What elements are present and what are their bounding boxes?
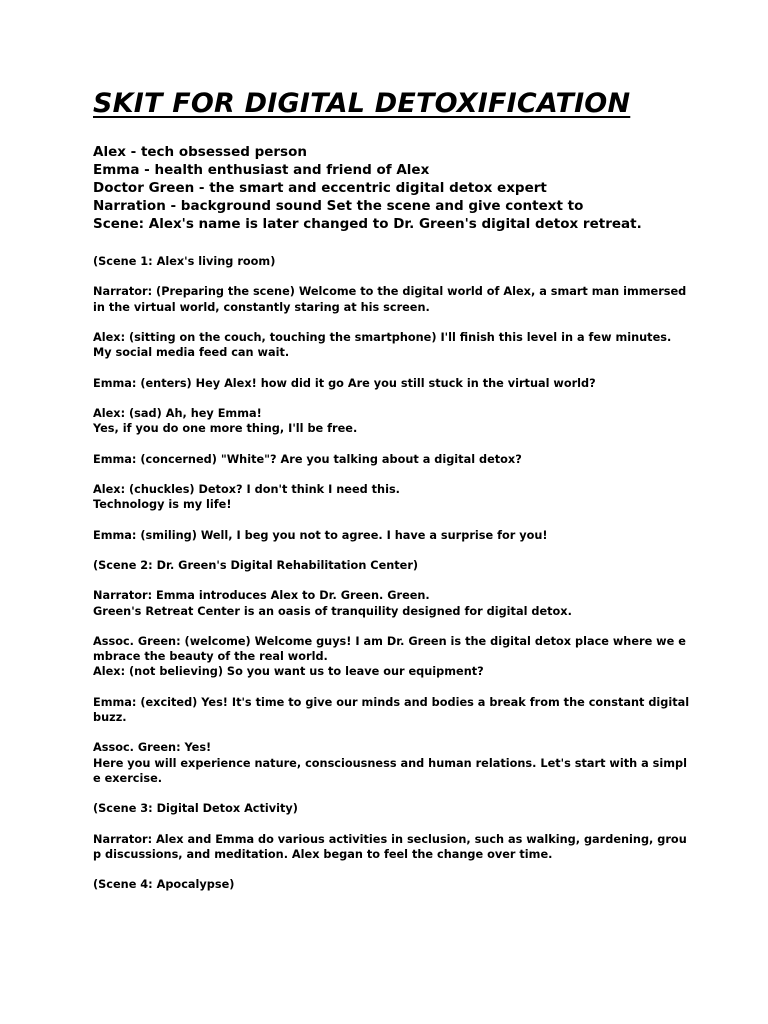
- script-line: Green's Retreat Center is an oasis of tranquility designed for digital detox.: [93, 604, 572, 618]
- script-line: Narrator: Emma introduces Alex to Dr. Green. Green.: [93, 589, 430, 603]
- script-body: [93, 254, 690, 907]
- script-paragraph: [93, 528, 678, 543]
- document-title: SKIT FOR DIGITAL DETOXIFICATION: [93, 88, 631, 119]
- script-paragraph: [93, 740, 687, 786]
- script-paragraph: [93, 254, 678, 269]
- script-paragraph: [93, 406, 678, 436]
- script-line: (Scene 3: Digital Detox Activity): [93, 802, 298, 816]
- script-line: Emma: (excited) Yes! It's time to give our minds and bodies a break from the constant digital: [93, 695, 690, 709]
- script-paragraph: [93, 877, 678, 892]
- script-paragraph: [93, 482, 678, 512]
- script-line: e exercise.: [93, 771, 163, 785]
- script-line: Alex: (sad) Ah, hey Emma!: [93, 406, 262, 420]
- script-line: (Scene 1: Alex's living room): [93, 255, 276, 268]
- cast-list: [93, 143, 713, 233]
- script-paragraph: [93, 801, 678, 816]
- script-paragraph: [93, 588, 678, 618]
- script-line: Emma: (concerned) "White"? Are you talking about a digital detox?: [93, 452, 522, 466]
- cast-line: Emma - health enthusiast and friend of Alex: [93, 162, 430, 178]
- cast-line: Doctor Green - the smart and eccentric digital detox expert: [93, 180, 547, 196]
- script-line: Emma: (smiling) Well, I beg you not to agree. I have a surprise for you!: [93, 528, 548, 542]
- script-line: (Scene 4: Apocalypse): [93, 878, 235, 892]
- script-line: Technology is my life!: [93, 498, 232, 512]
- script-paragraph: [93, 695, 690, 725]
- script-paragraph: [93, 376, 678, 391]
- cast-line: Scene: Alex's name is later changed to Dr. Green's digital detox retreat.: [93, 216, 642, 232]
- script-line: Emma: (enters) Hey Alex! how did it go Are you still stuck in the virtual world?: [93, 376, 596, 390]
- script-paragraph: [93, 634, 686, 680]
- script-paragraph: [93, 284, 687, 314]
- script-line: Assoc. Green: Yes!: [93, 741, 212, 755]
- script-line: My social media feed can wait.: [93, 346, 290, 360]
- script-line: Narrator: (Preparing the scene) Welcome to the digital world of Alex, a smart man immersed: [93, 285, 687, 299]
- script-line: Here you will experience nature, consciousness and human relations. Let's start with a simpl: [93, 756, 687, 770]
- script-line: (Scene 2: Dr. Green's Digital Rehabilitation Center): [93, 558, 419, 572]
- cast-line: Narration - background sound Set the scene and give context to: [93, 198, 584, 214]
- cast-line: Alex - tech obsessed person: [93, 144, 307, 160]
- script-paragraph: [93, 558, 678, 573]
- script-paragraph: [93, 452, 678, 467]
- script-paragraph: [93, 832, 687, 862]
- script-line: p discussions, and meditation. Alex began to feel the change over time.: [93, 847, 553, 861]
- script-line: Alex: (chuckles) Detox? I don't think I need this.: [93, 482, 400, 496]
- script-line: Alex: (sitting on the couch, touching the smartphone) I'll finish this level in a few minutes.: [93, 330, 672, 344]
- script-paragraph: [93, 330, 678, 360]
- script-line: Alex: (not believing) So you want us to leave our equipment?: [93, 665, 484, 679]
- script-line: Assoc. Green: (welcome) Welcome guys! I am Dr. Green is the digital detox place where we e: [93, 634, 686, 648]
- script-line: Narrator: Alex and Emma do various activities in seclusion, such as walking, gardening, grou: [93, 832, 687, 846]
- script-line: mbrace the beauty of the real world.: [93, 650, 328, 664]
- script-line: buzz.: [93, 710, 127, 724]
- script-line: Yes, if you do one more thing, I'll be free.: [93, 422, 358, 436]
- script-line: in the virtual world, constantly staring at his screen.: [93, 300, 430, 314]
